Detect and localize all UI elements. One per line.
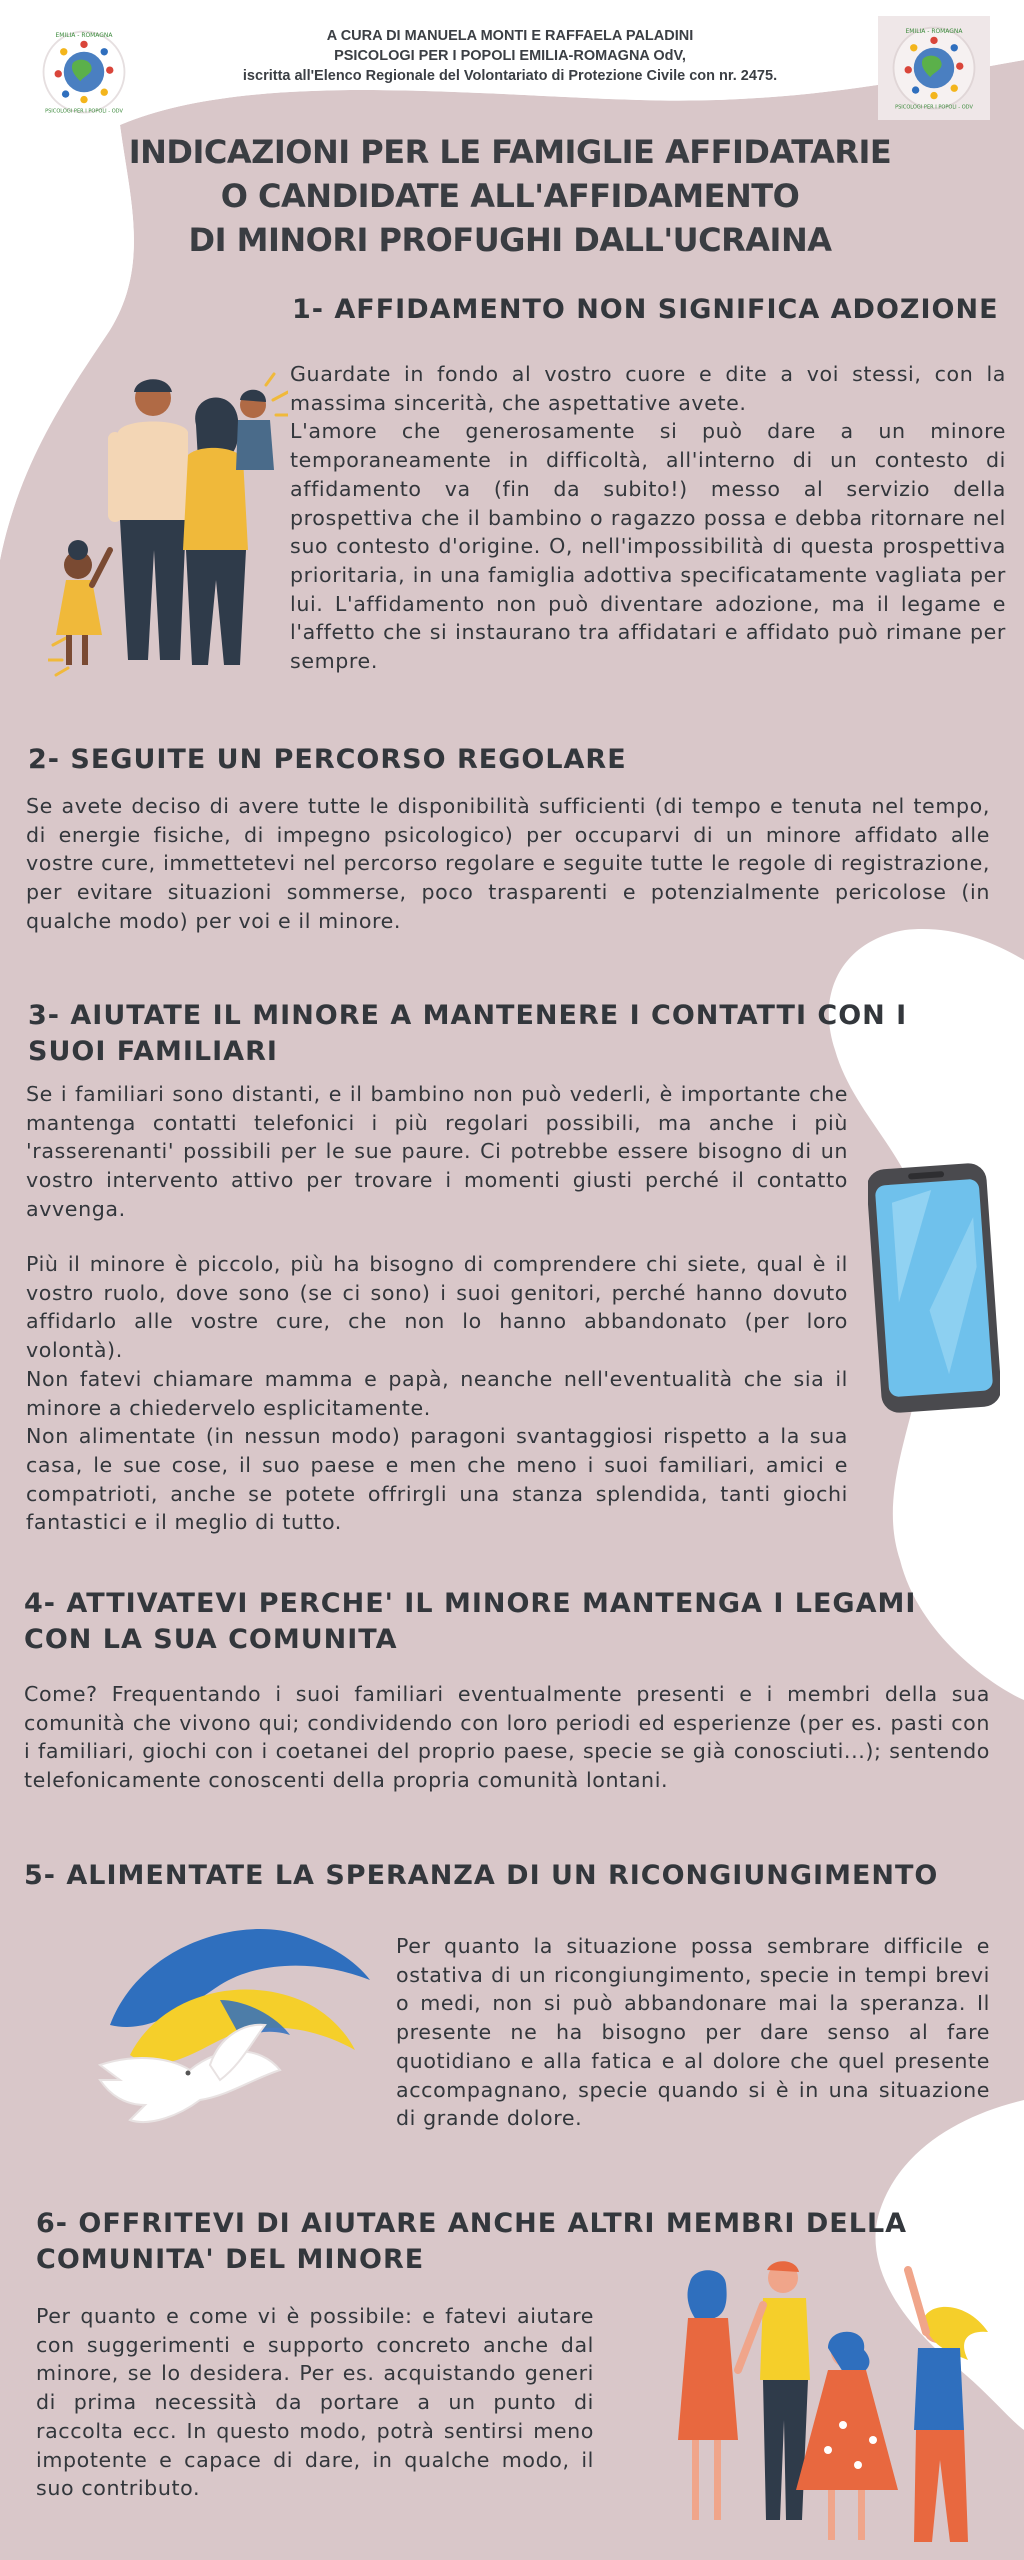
dove-icon [70, 1905, 370, 2130]
section-body-2: Se avete deciso di avere tutte le disponibilità sufficienti (di tempo e tenuta nel tempo, di energie fisiche, di impegno psicologico) per occuparvi di un minore affidato alle vostre cure, immettetevi nel percorso regolare e seguite tutte le regole di registrazione, per evitare situazioni sommerse, poco trasparenti e potenzialmente pericolose (in qualche modo) per voi e il minore. [26, 794, 990, 933]
section-body-6: Per quanto e come vi è possibile: e fatevi aiutare con suggerimenti e supporto concreto anche dal minore, se lo desidera. Per es. acquistando generi di prima necessità da portare a un punto di raccolta ecc. In questo modo, potrà sentirsi meno impotente e capace di dare, in qualche modo, il suo contributo. [36, 2304, 594, 2501]
logo-text-bottom: PSICOLOGI PER I POPOLI - ODV [895, 104, 973, 111]
section-heading-2: 2- SEGUITE UN PERCORSO REGOLARE [28, 744, 627, 775]
section-heading-6: 6- OFFRITEVI DI AIUTARE ANCHE ALTRI MEMBRI DELLA COMUNITA' DEL MINORE [36, 2208, 908, 2275]
section-heading-5: 5- ALIMENTATE LA SPERANZA DI UN RICONGIUNGIMENTO [24, 1860, 939, 1891]
header-line: A CURA DI MANUELA MONTI E RAFFAELA PALADINI [326, 28, 694, 44]
logo-text-top: EMILIA - ROMAGNA [905, 28, 963, 36]
logo-text-top: EMILIA - ROMAGNA [55, 32, 113, 40]
section-body-3b: Più il minore è piccolo, più ha bisogno di comprendere chi siete, qual è il vostro ruolo, dove sono (se ci sono) i suoi genitori, perché hanno dovuto affidarlo alle vostre cure, che non lo hanno abbandonato (per loro volontà). Non fatevi chiamare mamma e papà, neanche nell'eventualità che sia il minore a chiedervelo esplicitamente. Non alimentate (in nessun modo) paragoni svantaggiosi rispetto a la sua casa, le sue cose, il suo paese e men che meno i suoi familiari, amici e compatrioti, anche se potete offrirgli una stanza splendida, tanti giochi fantastici e il meglio di tutto. [26, 1252, 848, 1535]
section-heading-4: 4- ATTIVATEVI PERCHE' IL MINORE MANTENGA I LEGAMI CON LA SUA COMUNITA [24, 1588, 917, 1655]
logo-icon [38, 26, 130, 118]
section-body-4: Come? Frequentando i suoi familiari eventualmente presenti e i membri della sua comunità che vivono qui; condividendo con loro periodi ed esperienze (per es. pasti con i familiari, giochi con i coetanei del proprio paese, specie se già conosciuti...); sentendo telefonicamente conoscenti della propria comunità lontani. [24, 1682, 990, 1793]
logo-icon [888, 22, 980, 114]
section-body-5: Per quanto la situazione possa sembrare difficile e ostativa di un ricongiungimento, specie in tempi brevi o medi, non si può abbandonare mai la speranza. Il presente ne ha bisogno per dare senso al fare quotidiano e alla fatica e al dolore che quel presente accompagnano, specie quando si è in una situazione di grande dolore. [396, 1934, 990, 2131]
community-illustration [668, 2260, 998, 2550]
logo-text-bottom: PSICOLOGI PER I POPOLI - ODV [45, 108, 123, 115]
section-heading-3: 3- AIUTATE IL MINORE A MANTENERE I CONTATTI CON I SUOI FAMILIARI [28, 1000, 908, 1067]
header-credits [200, 26, 820, 86]
smartphone-icon [868, 1160, 1000, 1416]
family-illustration [48, 370, 288, 685]
header-line: PSICOLOGI PER I POPOLI EMILIA-ROMAGNA OdV, [334, 48, 686, 64]
section-body-3a: Se i familiari sono distanti, e il bambino non può vederli, è importante che mantenga contatti telefonici i più regolari possibili, ma anche i più 'rasserenanti' possibili per le sue paure. Ci potrebbe essere bisogno di un vostro intervento attivo per trovare i momenti giusti perché il contatto avvenga. [26, 1082, 848, 1221]
section-body-1: Guardate in fondo al vostro cuore e dite a voi stessi, con la massima sincerità, che aspettative avete. L'amore che generosamente si può dare a un minore temporaneamente in difficoltà, all'interno di un contesto di affidamento va (fin da subito!) messo al servizio della prospettiva che il bambino o ragazzo possa e debba ritornare nel suo contesto d'origine. O, nell'impossibilità di questa prospettiva prioritaria, in una famiglia adottiva specificatamente vagliata per lui. L'affidamento non può diventare adozione, ma il legame e l'affetto che si instaurano tra affidatari e affidato può rimane per sempre. [290, 362, 1006, 674]
page-title: INDICAZIONI PER LE FAMIGLIE AFFIDATARIE O CANDIDATE ALL'AFFIDAMENTO DI MINORI PROFUGHI DALL'UCRAINA [128, 133, 892, 259]
section-heading-1: 1- AFFIDAMENTO NON SIGNIFICA ADOZIONE [292, 294, 999, 325]
header-line: iscritta all'Elenco Regionale del Volontariato di Protezione Civile con nr. 2475. [242, 68, 778, 84]
